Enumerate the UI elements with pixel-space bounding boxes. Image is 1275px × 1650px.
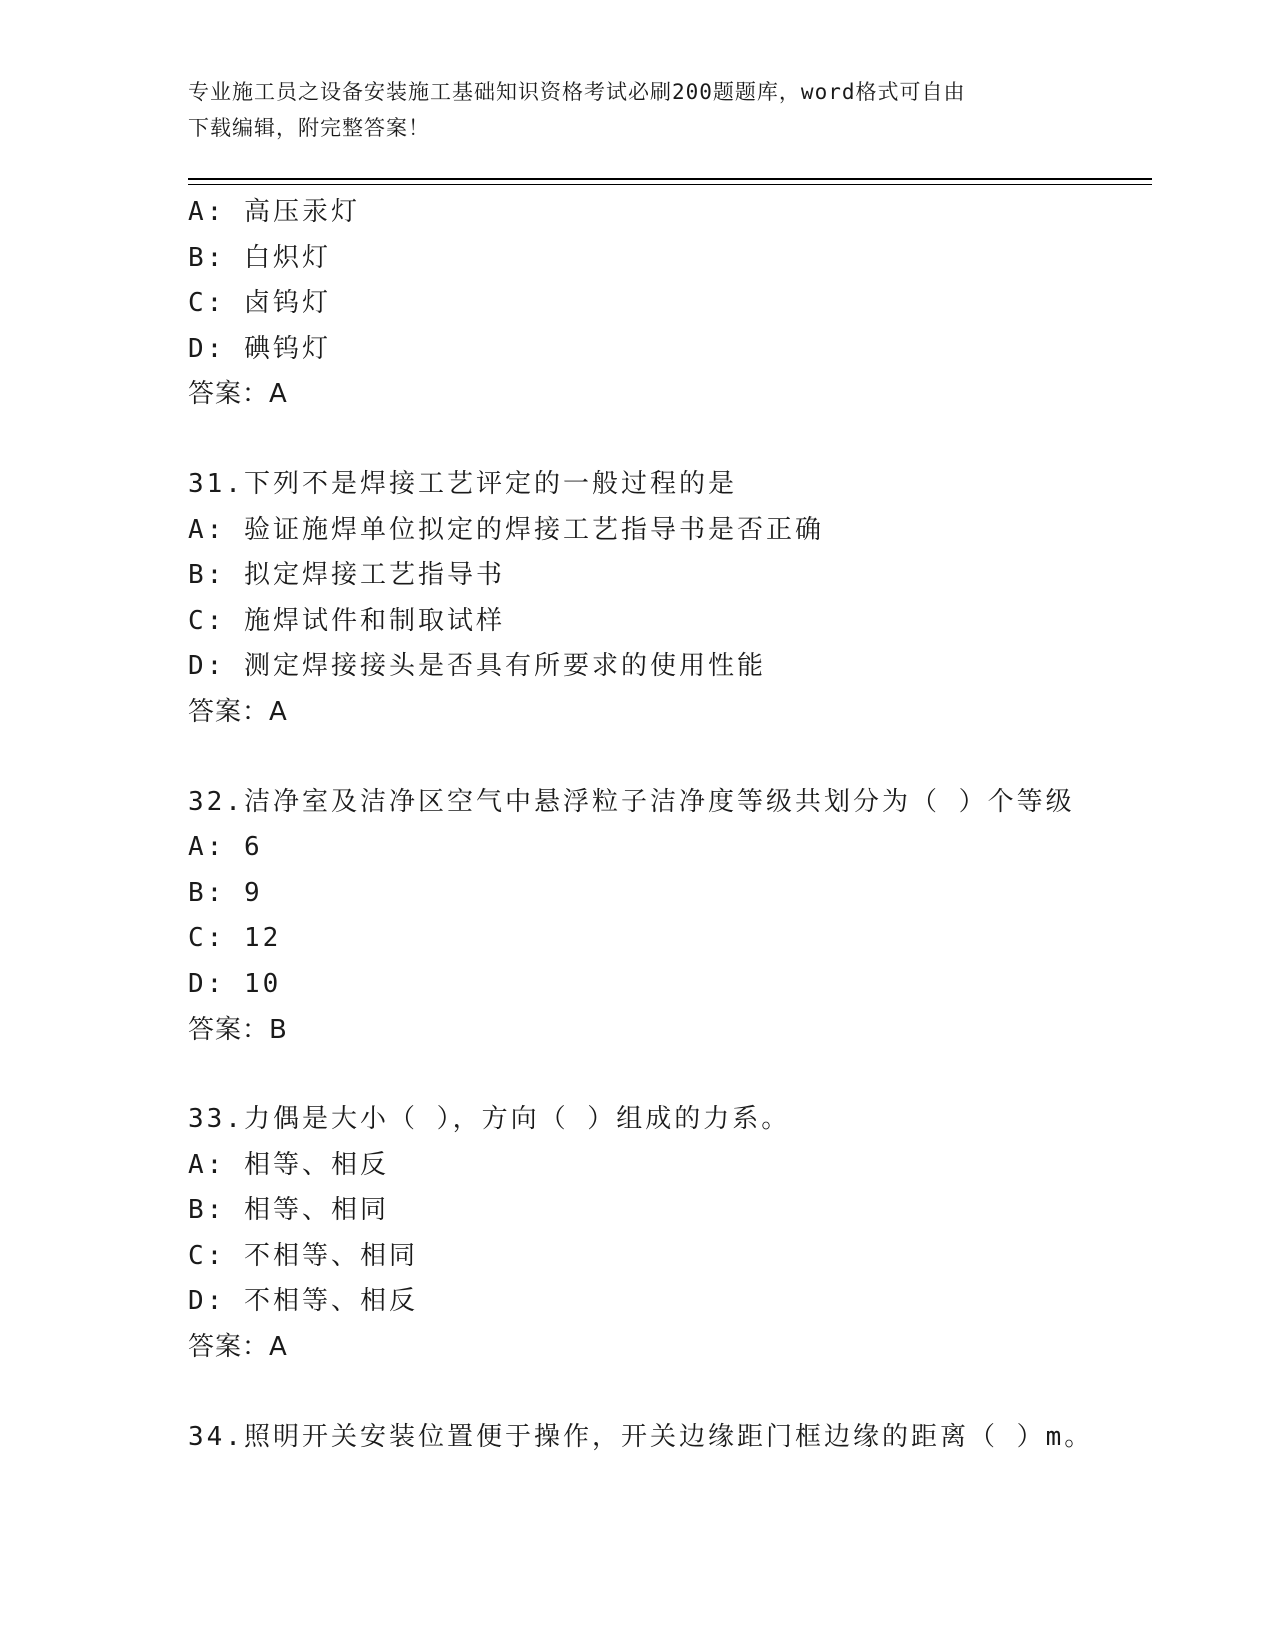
option-c: C: 不相等、相同 [188, 1240, 418, 1271]
option-d: D: 碘钨灯 [188, 333, 331, 364]
option-b: B: 拟定焊接工艺指导书 [188, 560, 505, 591]
answer-line: 答案：A [188, 696, 288, 727]
question-block-31 [188, 462, 1128, 736]
option-a: A: 6 [188, 832, 263, 863]
header-line-2: 下载编辑，附完整答案！ [188, 116, 430, 140]
question-text: 32.洁净室及洁净区空气中悬浮粒子洁净度等级共划分为（ ）个等级 [188, 786, 1075, 817]
question-block-30 [188, 190, 1128, 418]
header-line-1: 专业施工员之设备安装施工基础知识资格考试必刷200题题库，word格式可自由 [188, 80, 966, 104]
option-d: D: 测定焊接接头是否具有所要求的使用性能 [188, 651, 766, 682]
option-c: C: 卤钨灯 [188, 288, 331, 319]
question-list [188, 190, 1128, 1460]
question-block-32 [188, 780, 1128, 1054]
option-b: B: 白炽灯 [188, 242, 331, 273]
option-a: A: 相等、相反 [188, 1149, 389, 1180]
question-text: 33.力偶是大小（ ），方向（ ）组成的力系。 [188, 1104, 791, 1135]
header-divider-thin [188, 184, 1152, 185]
option-c: C: 12 [188, 923, 282, 954]
option-c: C: 施焊试件和制取试样 [188, 605, 505, 636]
answer-line: 答案：A [188, 379, 288, 410]
question-text: 34.照明开关安装位置便于操作，开关边缘距门框边缘的距离（ ）m。 [188, 1421, 1094, 1452]
answer-line: 答案：B [188, 1014, 288, 1045]
question-block-33 [188, 1097, 1128, 1371]
header-divider-thick [188, 178, 1152, 180]
answer-line: 答案：A [188, 1332, 288, 1363]
question-block-34 [188, 1415, 1128, 1461]
option-b: B: 相等、相同 [188, 1195, 389, 1226]
document-header [188, 74, 1068, 146]
option-a: A: 高压汞灯 [188, 197, 360, 227]
question-text: 31.下列不是焊接工艺评定的一般过程的是 [188, 468, 737, 499]
option-b: B: 9 [188, 877, 263, 908]
option-d: D: 不相等、相反 [188, 1286, 418, 1317]
option-a: A: 验证施焊单位拟定的焊接工艺指导书是否正确 [188, 514, 824, 545]
option-d: D: 10 [188, 968, 282, 999]
